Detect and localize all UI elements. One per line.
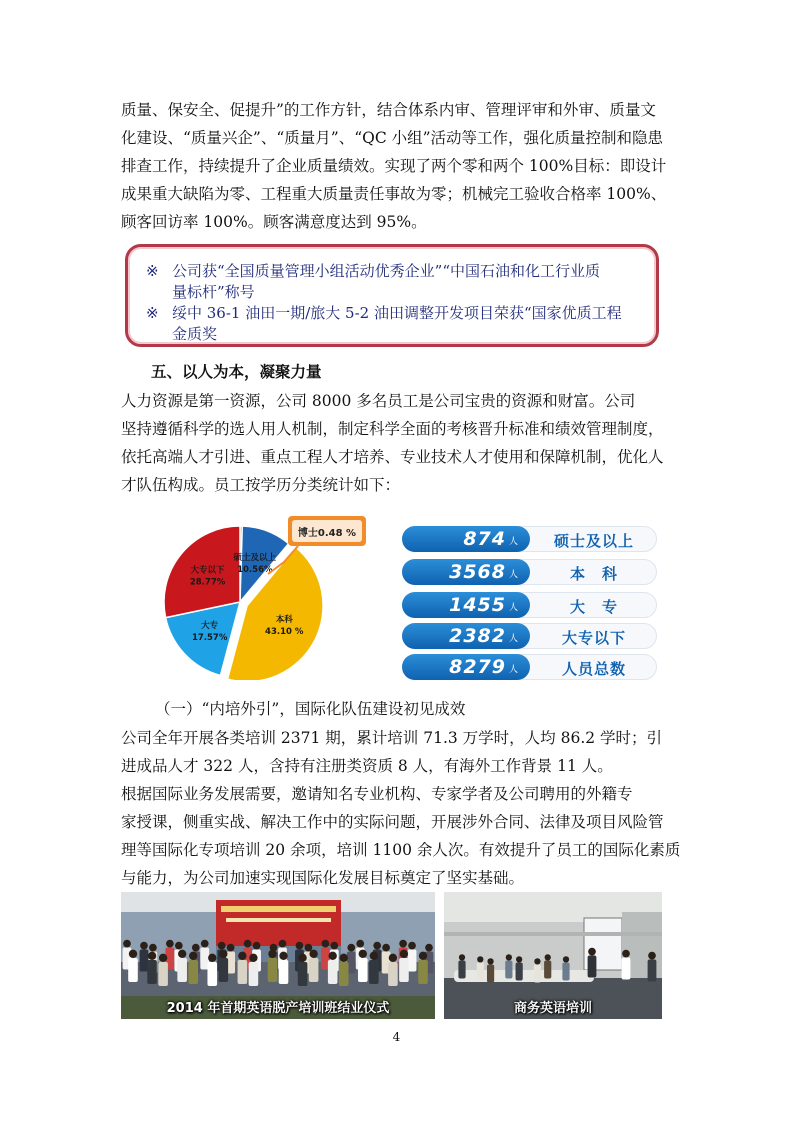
stat-unit: 人 [509,634,519,644]
hr-paragraph: 人力资源是第一资源，公司 8000 多名员工是公司宝贵的资源和财富。公司 坚持遵循科学的选人用人机制，制定科学全面的考核晋升标准和绩效管理制度， 依托高端人才引进、重点工程人才培养、专业技术人才使用和保障机制，优化人 才队伍构成。员工按学历分类统计如下： [121,392,664,494]
page-number: 4 [392,1030,401,1044]
subheading: （一）“内培外引”，国际化队伍建设初见成效 [155,700,466,718]
stat-label: 硕士及以上 [553,532,634,550]
international-paragraph: 根据国际业务发展需要，邀请知名专业机构、专家学者及公司聘用的外籍专 家授课，侧重实战、解决工作中的实际问题，开展涉外合同、法律及项目风险管 理等国际化专项培训 20 余项，培训 1100 余人次。有效提升了员工的国际化素质 与能力，为公司加速实现国际化发展目标奠定了坚实基础。 [121,785,681,887]
stat-number: 3568 [449,561,506,583]
section-title: 五、以人为本，凝聚力量 [151,363,322,381]
pie-slice-label: 硕士及以上 [233,552,277,563]
photo-caption: 2014 年首期英语脱产培训班结业仪式 [166,1001,390,1016]
training-paragraph: 公司全年开展各类培训 2371 期，累计培训 71.3 万学时，人均 86.2 学时；引 进成品人才 322 人，含持有注册类资质 8 人，有海外工作背景 11 人。 [121,729,663,775]
stat-row [402,559,657,585]
stat-row [402,592,657,618]
pie-slice-value-label: 28.77% [189,577,226,588]
pie-slice-label: 大专以下 [190,565,225,576]
pie-slice-value-label: 10.56% [237,564,273,575]
photo-caption: 商务英语培训 [513,1001,592,1016]
stat-unit: 人 [509,603,519,613]
stat-number: 874 [463,528,506,550]
phd-callout-label: 博士0.48 % [297,528,357,539]
reference-mark-icon: ※ [146,262,159,280]
stat-label: 大 专 [569,598,618,616]
stat-unit: 人 [509,570,519,580]
stat-unit: 人 [509,665,519,675]
stat-number: 8279 [449,656,506,678]
intro-paragraph: 质量、保安全、促提升”的工作方针，结合体系内审、管理评审和外审、质量文 化建设、“质量兴企”、“质量月”、“QC 小组”活动等工作，强化质量控制和隐患 排查工作，持续提升了企业质量绩效。实现了两个零和两个 100%目标：即设计 成果重大缺陷为零、工程重大质量责任事故为零；机械完工验收合格率 100%、 顾客回访率 100%。顾客满意度达到 95%。 [121,101,667,231]
stat-number: 2382 [449,625,506,647]
reference-mark-icon: ※ [146,304,159,322]
stat-label: 人员总数 [561,660,626,678]
award-item: ※ 公司获“全国质量管理小组活动优秀企业”“中国石油和化工行业质 量标杆”称号 [146,262,601,301]
award-item: ※ 绥中 36-1 油田一期/旅大 5-2 油田调整开发项目荣获“国家优质工程 金质奖 [146,304,622,343]
pie-slice-value-label: 43.10 % [265,626,304,637]
stat-number: 1455 [449,594,506,616]
education-pie-chart [160,510,380,680]
business-english-training-photo [444,892,662,1019]
stat-label: 本 科 [569,565,618,583]
pie-slice-label: 本科 [275,614,293,625]
stat-unit: 人 [509,537,519,547]
awards-box [125,244,659,347]
graduation-ceremony-photo [121,892,435,1019]
stat-row [402,526,657,552]
stat-label: 大专以下 [561,629,626,647]
pie-slice-label: 大专 [201,620,219,631]
stat-row [402,654,657,680]
pie-slice-value-label: 17.57% [191,632,228,643]
stat-row [402,623,657,649]
